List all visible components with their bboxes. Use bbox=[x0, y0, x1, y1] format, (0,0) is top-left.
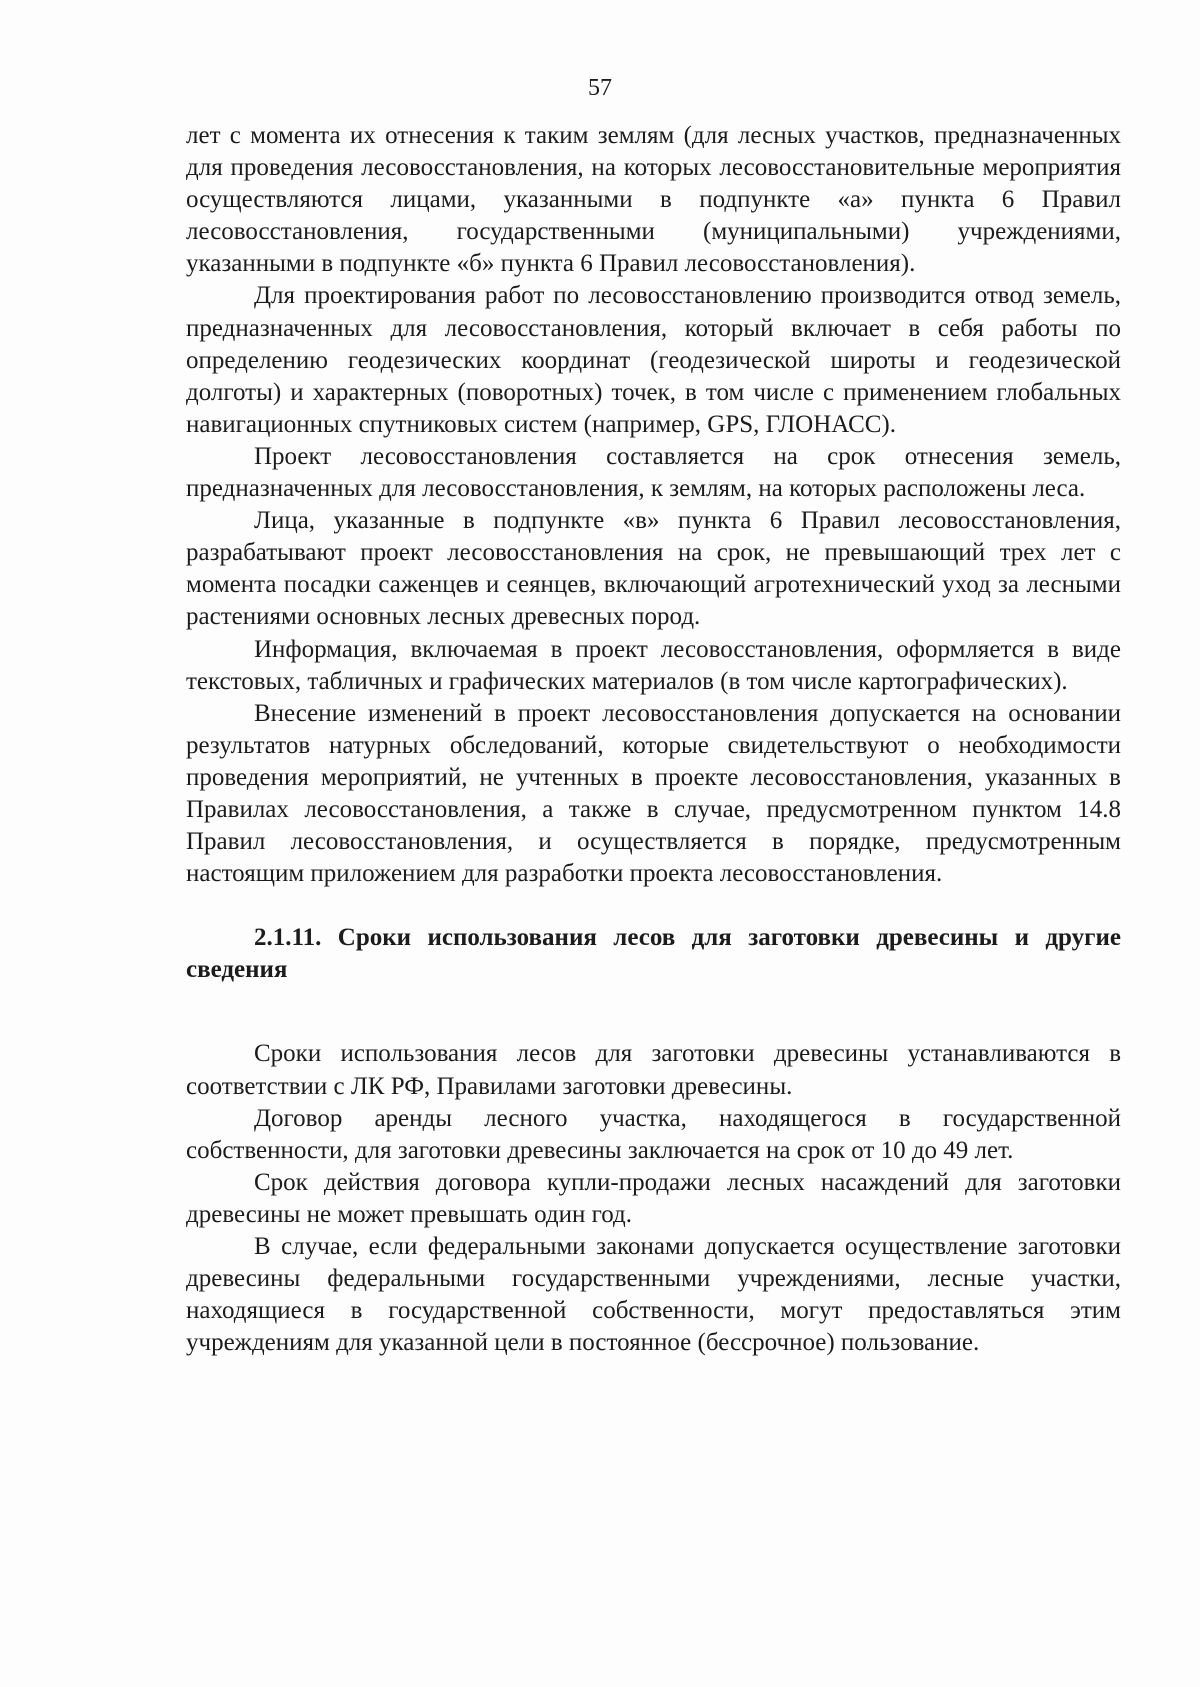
paragraph-project-changes: Внесение изменений в проект лесовосстановления допускается на основании результатов натурных обследований, которые свидетельствуют о необходимости проведения мероприятий, не учтенных в проекте лесовосстановления, указанных в Правилах лесовосстановления, а также в случае, предусмотренном пунктом 14.8 Правил лесовосстановления, и осуществляется в порядке, предусмотренным настоящим приложением для разработки проекта лесовосстановления. bbox=[186, 699, 1121, 888]
page-number: 57 bbox=[588, 75, 612, 101]
section-heading: 2.1.11. Сроки использования лесов для заготовки древесины и другие сведения bbox=[186, 924, 1121, 984]
paragraph-usage-terms: Сроки использования лесов для заготовки древесины устанавливаются в соответствии с ЛК РФ, Правилами заготовки древесины. bbox=[186, 1040, 1121, 1100]
paragraph-persons-project: Лица, указанные в подпункте «в» пункта 6 Правил лесовосстановления, разрабатывают проект лесовосстановления на срок, не превышающий трех лет с момента посадки саженцев и сеянцев, включающий агротехнический уход за лесными растениями основных лесных древесных пород. bbox=[186, 507, 1121, 631]
paragraph-project-information: Информация, включаемая в проект лесовосстановления, оформляется в виде текстовых, табличных и графических материалов (в том числе картографических). bbox=[186, 635, 1121, 695]
paragraph-allotment: Для проектирования работ по лесовосстановлению производится отвод земель, предназначенных для лесовосстановления, который включает в себя работы по определению геодезических координат (геодезической широты и геодезической долготы) и характерных (поворотных) точек, в том числе с применением глобальных навигационных спутниковых систем (например, GPS, ГЛОНАСС). bbox=[186, 282, 1121, 438]
paragraph-continuation: лет с момента их отнесения к таким землям (для лесных участков, предназначенных для проведения лесовосстановления, на которых лесовосстановительные мероприятия осуществляются лицами, указанными в подпункте «а» пункта 6 Правил лесовосстановления, государственными (муниципальными) учреждениями, указанными в подпункте «б» пункта 6 Правил лесовосстановления). bbox=[186, 122, 1121, 278]
paragraph-lease-term: Договор аренды лесного участка, находящегося в государственной собственности, для заготовки древесины заключается на срок от 10 до 49 лет. bbox=[186, 1104, 1121, 1164]
paragraph-project-term: Проект лесовосстановления составляется на срок отнесения земель, предназначенных для лесовосстановления, к землям, на которых расположены леса. bbox=[186, 442, 1121, 503]
document-body bbox=[186, 120, 1121, 1359]
paragraph-permanent-use: В случае, если федеральными законами допускается осуществление заготовки древесины федеральными государственными учреждениями, лесные участки, находящиеся в государственной собственности, могут предоставляться этим учреждениям для указанной цели в постоянное (бессрочное) пользование. bbox=[186, 1233, 1121, 1357]
paragraph-sale-contract-term: Срок действия договора купли-продажи лесных насаждений для заготовки древесины не может превышать один год. bbox=[186, 1168, 1121, 1228]
